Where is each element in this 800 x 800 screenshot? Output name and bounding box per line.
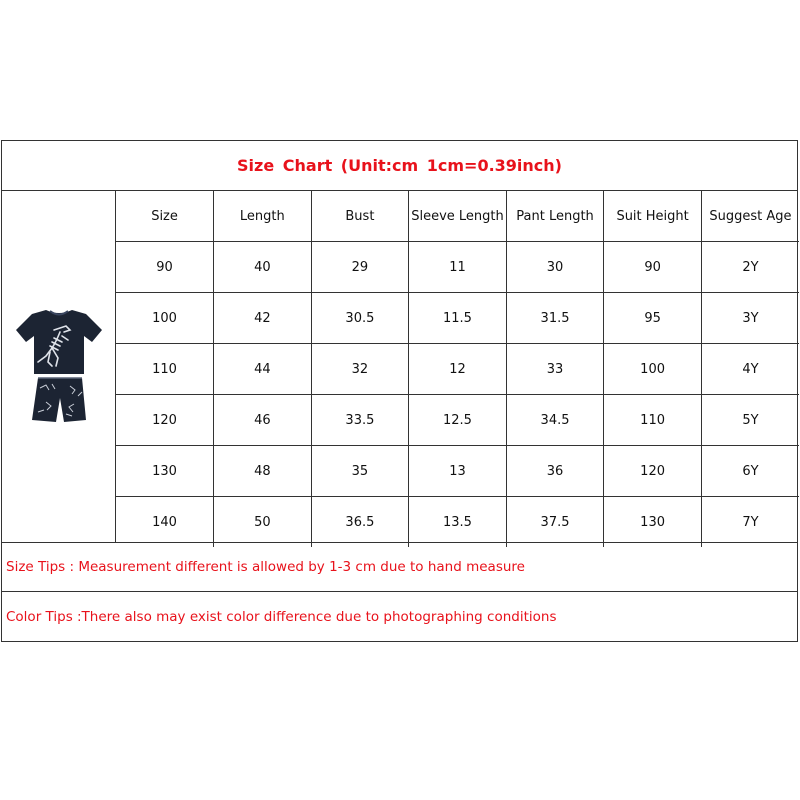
table-cell: 36 (506, 446, 604, 497)
table-header-row (116, 191, 799, 242)
table-cell: 29 (311, 242, 409, 293)
size-tips-text: Size Tips : Measurement different is allowed by 1-3 cm due to hand measure (6, 559, 525, 575)
table-cell: 30 (506, 242, 604, 293)
size-chart (1, 140, 798, 642)
product-image-cell (2, 191, 116, 542)
table-cell: 35 (311, 446, 409, 497)
table-cell: 31.5 (506, 293, 604, 344)
table-cell: 90 (116, 242, 214, 293)
table-cell: 2Y (701, 242, 799, 293)
table-cell: 12 (409, 344, 507, 395)
table-cell: 33.5 (311, 395, 409, 446)
pajama-set-image (10, 308, 108, 426)
table-cell: 37.5 (506, 497, 604, 548)
table-cell: 50 (214, 497, 312, 548)
table-cell: 12.5 (409, 395, 507, 446)
table-cell: 32 (311, 344, 409, 395)
table-row (116, 446, 799, 497)
color-tips (2, 592, 797, 642)
table-row (116, 497, 799, 548)
table-cell: 40 (214, 242, 312, 293)
color-tips-text: Color Tips :There also may exist color difference due to photographing conditions (6, 609, 557, 625)
table-cell: 95 (604, 293, 702, 344)
table-cell: 6Y (701, 446, 799, 497)
table-cell: 110 (604, 395, 702, 446)
title-row (2, 141, 797, 191)
column-header: Suit Height (604, 191, 702, 242)
table-cell: 36.5 (311, 497, 409, 548)
column-header: Length (214, 191, 312, 242)
table-row (116, 242, 799, 293)
table-cell: 11 (409, 242, 507, 293)
table-cell: 140 (116, 497, 214, 548)
table-cell: 110 (116, 344, 214, 395)
table-cell: 100 (116, 293, 214, 344)
column-header: Size (116, 191, 214, 242)
table-row (116, 344, 799, 395)
table-cell: 46 (214, 395, 312, 446)
table-cell: 44 (214, 344, 312, 395)
table-cell: 5Y (701, 395, 799, 446)
table-cell: 42 (214, 293, 312, 344)
size-table (116, 191, 799, 547)
table-row (116, 293, 799, 344)
table-cell: 11.5 (409, 293, 507, 344)
table-cell: 33 (506, 344, 604, 395)
table-cell: 130 (604, 497, 702, 548)
table-cell: 13.5 (409, 497, 507, 548)
table-cell: 120 (604, 446, 702, 497)
table-cell: 7Y (701, 497, 799, 548)
table-cell: 90 (604, 242, 702, 293)
size-tips (2, 542, 797, 592)
table-cell: 13 (409, 446, 507, 497)
table-row (116, 395, 799, 446)
column-header: Bust (311, 191, 409, 242)
table-cell: 120 (116, 395, 214, 446)
column-header: Suggest Age (701, 191, 799, 242)
table-cell: 100 (604, 344, 702, 395)
table-cell: 48 (214, 446, 312, 497)
table-cell: 30.5 (311, 293, 409, 344)
table-cell: 4Y (701, 344, 799, 395)
column-header: Sleeve Length (409, 191, 507, 242)
table-cell: 34.5 (506, 395, 604, 446)
column-header: Pant Length (506, 191, 604, 242)
size-chart-title: Size Chart (Unit:cm 1cm=0.39inch) (237, 156, 562, 175)
table-cell: 130 (116, 446, 214, 497)
table-cell: 3Y (701, 293, 799, 344)
